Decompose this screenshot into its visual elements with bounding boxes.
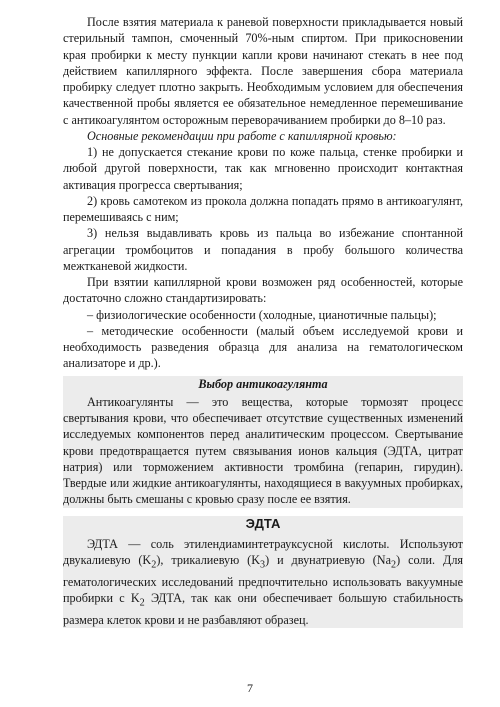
edta-text-part: ЭДТА — соль этилендиаминтетрауксусной кислоты. Используют двукалиевую (K <box>63 536 463 567</box>
anticoagulant-paragraph: Антикоагулянты — это вещества, которые тормозят процесс свертывания крови, что обеспечивает отсутствие существенных изменений исследуемых компонентов перед аналитическим процессом. Свертывание крови предотвращается путем связывания ионов кальция (ЭДТА, цитрат натрия) или торможением активности тромбина (гепарин, гирудин). Твердые или жидкие антикоагулянты, находящиеся в вакуумных пробирках, должны быть смешаны с кровью сразу после ее взятия. <box>63 394 463 507</box>
edta-text-part: ЭДТА, так как они обеспечивает большую стабильность размера клеток крови и не разбавляют образец. <box>63 590 463 627</box>
page-number: 7 <box>247 681 253 695</box>
edta-text-part: ) соли. Для гематологических исследований предпочтительно использовать вакуумные пробирки с K <box>63 553 464 605</box>
section-heading-anticoagulant: Выбор антикоагулянта <box>198 376 328 391</box>
subscript: 3 <box>260 559 266 571</box>
subscript: 2 <box>139 597 145 609</box>
recommendation-1: 1) не допускается стекание крови по коже пальца, стенке пробирки и любой другой поверхности, так как мгновенно происходит контактная активация прогресса свертывания; <box>63 145 463 192</box>
edta-text-part: ) и двунатриевую (Na <box>265 553 392 567</box>
feature-methodical: – методические особенности (малый объем исследуемой крови и необходимость разведения образца для анализа на гематологическом анализаторе и др.). <box>63 323 463 371</box>
subscript: 2 <box>151 559 157 571</box>
anticoagulant-section <box>63 376 463 508</box>
subscript: 2 <box>391 559 397 571</box>
edta-paragraph <box>63 536 463 628</box>
feature-physiological: – физиологические особенности (холодные, цианотичные пальцы); <box>87 307 437 322</box>
edta-section <box>63 516 463 628</box>
paragraph-sampling: После взятия материала к раневой поверхности прикладывается новый стерильный тампон, смоченный 70%-ным спиртом. При прикосновении края пробирки к месту пункции капли крови начинают стекать в нее под действием капиллярного эффекта. После завершения сбора материала пробирку следует плотно закрыть. Необходимым условием для обеспечения качественной пробы является ее обязательное немедленное перемешивание с антикоагулянтом осторожным переворачиванием пробирки до 8–10 раз. <box>63 15 463 127</box>
features-intro: При взятии капиллярной крови возможен ряд особенностей, которые достаточно сложно стандартизировать: <box>63 275 463 306</box>
edta-text-part: ), трикалиевую (K <box>156 553 261 567</box>
recommendation-2: 2) кровь самотеком из прокола должна попадать прямо в антикоагулянт, перемешиваясь с ним; <box>63 193 463 224</box>
recommendations-title: Основные рекомендации при работе с капиллярной кровью: <box>87 128 397 143</box>
recommendation-3: 3) нельзя выдавливать кровь из пальца во избежание спонтанной агрегации тромбоцитов и попадания в пробу большого количества межтканевой жидкости. <box>63 226 463 273</box>
section-heading-edta: ЭДТА <box>245 515 281 531</box>
